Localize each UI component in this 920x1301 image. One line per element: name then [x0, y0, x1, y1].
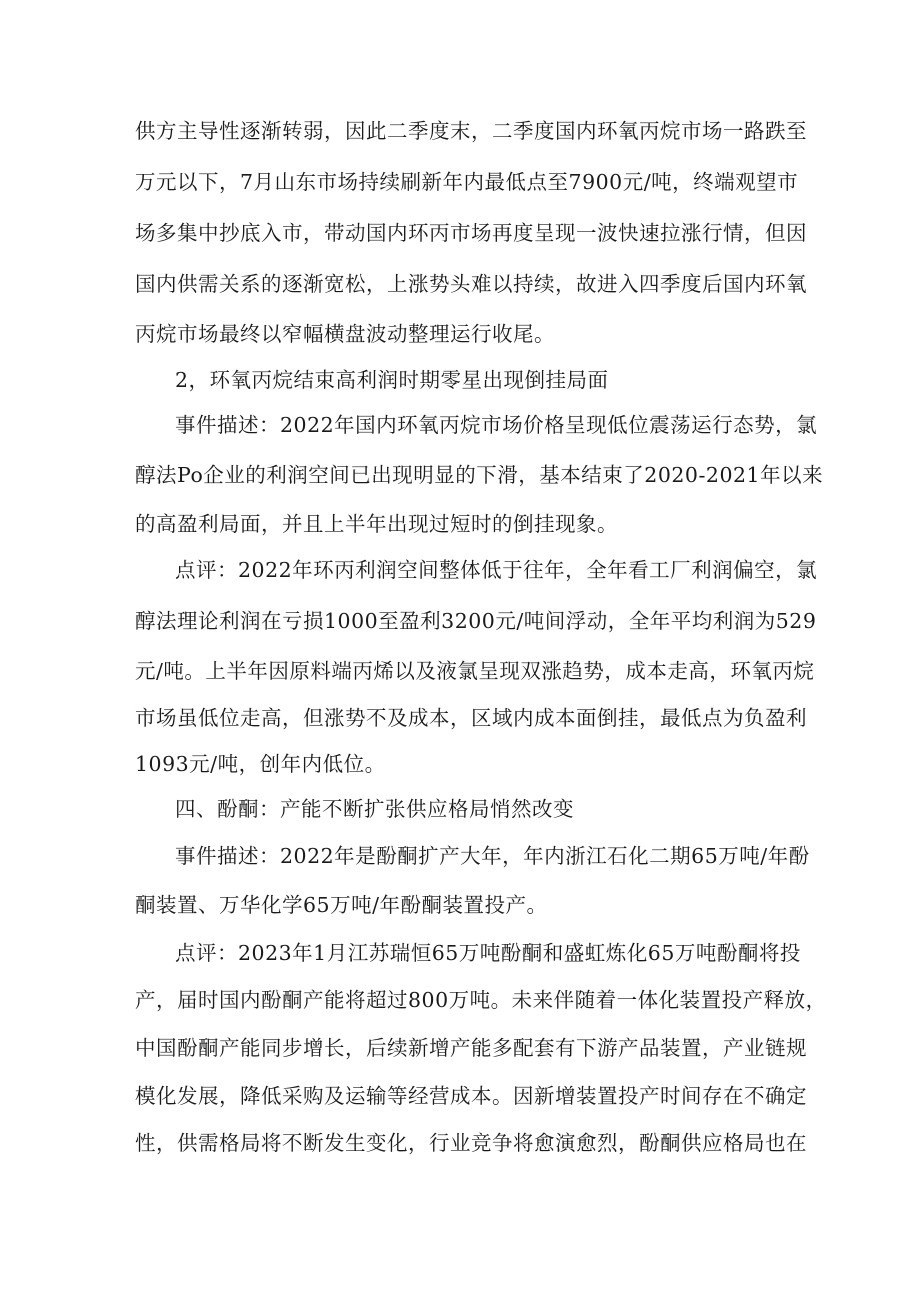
- paragraph-line: 的高盈利局面，并且上半年出现过短时的倒挂现象。: [135, 512, 618, 536]
- paragraph-line: 1093元/吨，创年内低位。: [135, 752, 386, 776]
- paragraph-line: 元/吨。上半年因原料端丙烯以及液氯呈现双涨趋势，成本走高，环氧丙烷: [135, 659, 815, 683]
- paragraph-line: 产，届时国内酚酮产能将超过800万吨。未来伴随着一体化装置投产释放，: [135, 988, 827, 1012]
- paragraph-line: 点评：2023年1月江苏瑞恒65万吨酚酮和盛虹炼化65万吨酚酮将投: [175, 941, 801, 965]
- paragraph-line: 性，供需格局将不断发生变化，行业竞争将愈演愈烈，酚酮供应格局也在: [135, 1131, 807, 1155]
- paragraph-line: 丙烷市场最终以窄幅横盘波动整理运行收尾。: [135, 322, 555, 346]
- paragraph-line: 万元以下，7月山东市场持续刷新年内最低点至7900元/吨，终端观望市: [135, 170, 799, 194]
- paragraph-line: 中国酚酮产能同步增长，后续新增产能多配套有下游产品装置，产业链规: [135, 1036, 807, 1060]
- section-heading: 四、酚酮：产能不断扩张供应格局悄然改变: [175, 797, 574, 821]
- paragraph-line: 模化发展，降低采购及运输等经营成本。因新增装置投产时间存在不确定: [135, 1084, 807, 1108]
- paragraph-line: 事件描述：2022年是酚酮扩产大年，年内浙江石化二期65万吨/年酚: [175, 844, 810, 868]
- paragraph-line: 国内供需关系的逐渐宽松，上涨势头难以持续，故进入四季度后国内环氧: [135, 272, 807, 296]
- paragraph-line: 供方主导性逐渐转弱，因此二季度末，二季度国内环氧丙烷市场一路跌至: [135, 119, 807, 143]
- paragraph-line: 醇法理论利润在亏损1000至盈利3200元/吨间浮动，全年平均利润为529: [135, 609, 817, 633]
- paragraph-line: 场多集中抄底入市，带动国内环丙市场再度呈现一波快速拉涨行情，但因: [135, 221, 807, 245]
- paragraph-line: 事件描述：2022年国内环氧丙烷市场价格呈现低位震荡运行态势，氯: [175, 413, 818, 437]
- paragraph-line: 点评：2022年环丙利润空间整体低于往年，全年看工厂利润偏空，氯: [175, 558, 818, 582]
- paragraph-line: 酮装置、万华化学65万吨/年酚酮装置投产。: [135, 893, 548, 917]
- paragraph-line: 市场虽低位走高，但涨势不及成本，区域内成本面倒挂，最低点为负盈利: [135, 706, 807, 730]
- paragraph-line: 醇法Po企业的利润空间已出现明显的下滑，基本结束了2020-2021年以来: [135, 463, 824, 487]
- section-heading: 2，环氧丙烷结束高利润时期零星出现倒挂局面: [175, 368, 609, 392]
